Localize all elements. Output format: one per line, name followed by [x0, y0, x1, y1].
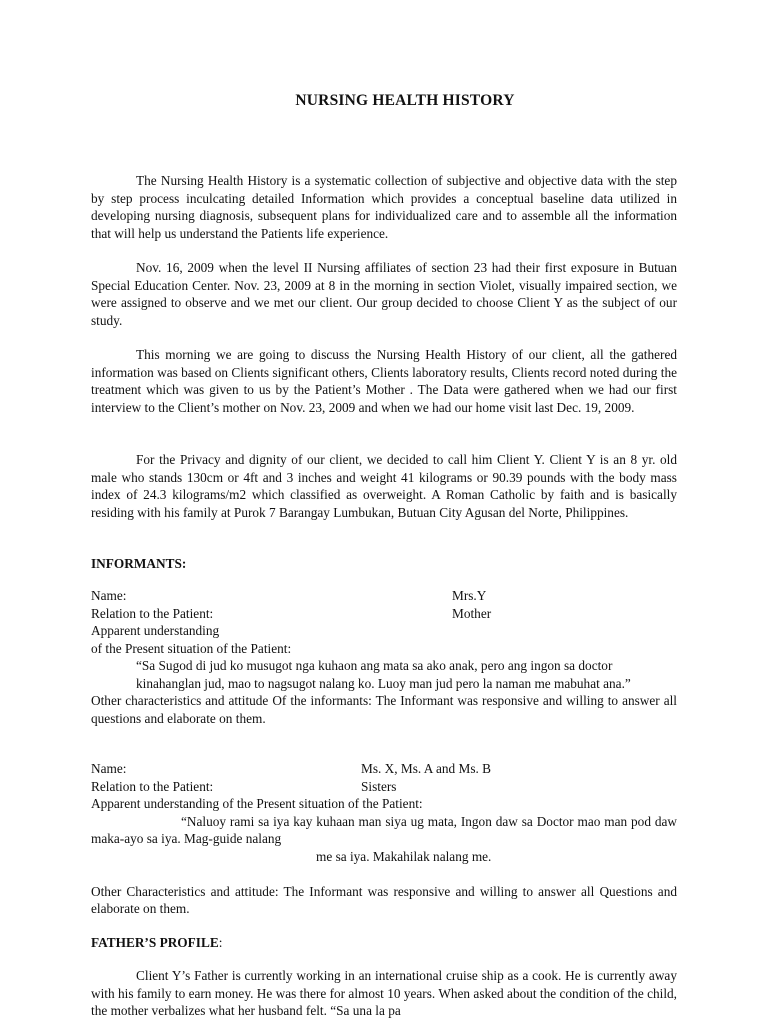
informant-other-characteristics: Other characteristics and attitude Of the informants: The Informant was responsive and willing to answer all questions and elaborate on them. — [91, 693, 677, 726]
informant-mother — [91, 587, 677, 727]
understanding-label-1: Apparent understanding — [91, 623, 220, 638]
paragraph-client-profile: For the Privacy and dignity of our client, we decided to call him Client Y. Client Y is an 8 yr. old male who stands 130cm or 4ft and 3 inches and weight 41 kilograms or 90.39 pounds with the body mass index of 24.3 kilograms/m2 which classified as overweight. A Roman Catholic by faith and is basically residing with his family at Purok 7 Barangay Lumbukan, Butuan City Agusan del Norte, Philippines. — [91, 452, 677, 520]
informant-relation-row — [91, 778, 677, 796]
informant-quote: “Sa Sugod di jud ko musugot nga kuhaon ang mata sa ako anak, pero ang ingon sa doctor kinahanglan jud, mao to nagsugot nalang ko. Luoy man jud pero la naman me mabuhat ana.” — [136, 658, 631, 691]
name-value: Mrs.Y — [452, 588, 487, 603]
understanding-label-2: of the Present situation of the Patient: — [91, 640, 292, 656]
page-title: NURSING HEALTH HISTORY — [295, 92, 515, 109]
father-heading-colon: : — [218, 935, 223, 950]
name-label: Name: — [91, 761, 127, 776]
informant-quote: “Naluoy rami sa iya kay kuhaan man siya ug mata, Ingon daw sa Doctor mao man pod daw maka-ayo sa iya. Mag-guide nalang — [91, 813, 677, 846]
relation-label: Relation to the Patient: — [91, 778, 214, 794]
spacer — [91, 865, 677, 883]
informant-other-characteristics: Other Characteristics and attitude: The Informant was responsive and willing to answer all Questions and elaborate on them. — [91, 883, 677, 916]
name-label: Name: — [91, 588, 127, 603]
understanding-label: Apparent understanding of the Present situation of the Patient: — [91, 796, 423, 811]
father-profile-heading — [91, 934, 677, 952]
father-heading: FATHER’S PROFILE — [91, 935, 219, 950]
paragraph-exposure: Nov. 16, 2009 when the level II Nursing affiliates of section 23 had their first exposure in Butuan Special Education Center. Nov. 23, 2009 at 8 in the morning in section Violet, visually impaired section, we were assigned to observe and we met our client. Our group decided to choose Client Y as the subject of our study. — [91, 260, 677, 328]
informant-quote-end: me sa iya. Makahilak nalang me. — [316, 848, 492, 864]
informants-heading: INFORMANTS: — [91, 556, 187, 571]
relation-label: Relation to the Patient: — [91, 605, 214, 621]
informant-name-row — [91, 587, 677, 605]
informant-relation-row — [91, 605, 677, 623]
relation-value: Sisters — [361, 778, 397, 794]
paragraph-discussion: This morning we are going to discuss the Nursing Health History of our client, all the gathered information was based on Clients significant others, Clients laboratory results, Clients record noted during the treatment which was given to us by the Patient’s Mother . The Data were gathered when we had our first interview to the Client’s mother on Nov. 23, 2009 and when we had our home visit last Dec. 19, 2009. — [91, 347, 677, 415]
relation-value: Mother — [452, 605, 492, 621]
informant-name-row — [91, 760, 677, 778]
paragraph-father-profile: Client Y’s Father is currently working in an international cruise ship as a cook. He is currently away with his family to earn money. He was there for almost 10 years. When asked about the condition of the child, the mother verbalizes what her husband felt. “Sa una la pa — [91, 968, 677, 1018]
informant-sisters — [91, 760, 677, 918]
paragraph-intro: The Nursing Health History is a systematic collection of subjective and objective data with the step by step process inculcating detailed Information which provides a conceptual baseline data utilized in developing nursing diagnosis, subsequent plans for individualized care and to assemble all the information that will help us understand the Patients life experience. — [91, 173, 677, 241]
name-value: Ms. X, Ms. A and Ms. B — [361, 761, 492, 776]
